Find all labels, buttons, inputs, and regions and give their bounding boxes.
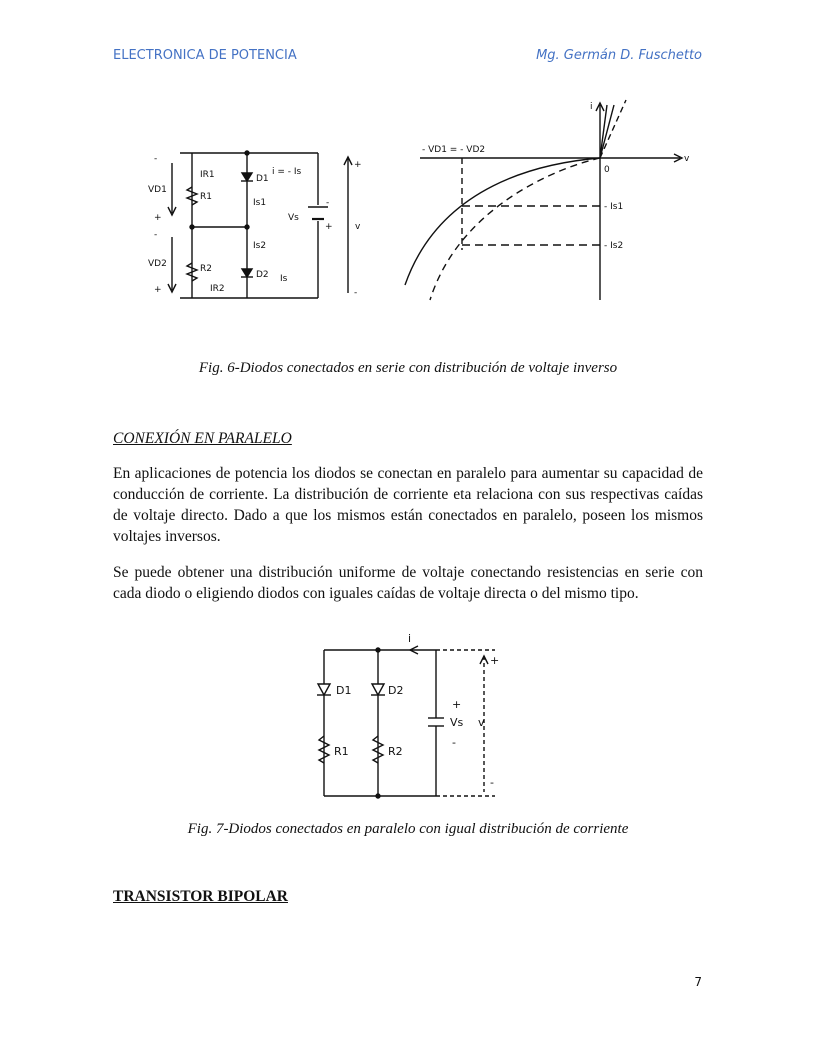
sign-minus: - bbox=[154, 230, 158, 240]
paragraph-parallel-2: Se puede obtener una distribución uniforme de voltaje conectando resistencias en serie con cada diodo o eligiendo diodos con iguales caídas de voltaje directa o del mismo tipo. bbox=[113, 564, 703, 602]
sign-plus: + bbox=[354, 160, 362, 170]
sign-plus: + bbox=[154, 285, 162, 295]
graph-label-vd: - VD1 = - VD2 bbox=[422, 145, 486, 155]
label-i-eq: i = - Is bbox=[272, 167, 302, 177]
label-d2: D2 bbox=[256, 270, 269, 280]
sign-minus: - bbox=[452, 736, 456, 749]
figure-6-series-diodes bbox=[140, 95, 700, 310]
label-is2: Is2 bbox=[253, 241, 267, 251]
header-course-title: ELECTRONICA DE POTENCIA bbox=[113, 48, 297, 63]
label-d1: D1 bbox=[336, 684, 352, 697]
figure-6-caption: Fig. 6-Diodos conectados en serie con distribución de voltaje inverso bbox=[198, 360, 618, 376]
sign-minus: - bbox=[154, 154, 158, 164]
label-i: i bbox=[408, 632, 412, 645]
sign-plus: + bbox=[490, 654, 500, 667]
graph-label-zero: 0 bbox=[604, 165, 610, 175]
label-is: Is bbox=[280, 274, 288, 284]
label-is1: Is1 bbox=[253, 198, 267, 208]
label-r2: R2 bbox=[200, 264, 212, 274]
label-r1: R1 bbox=[334, 745, 349, 758]
label-d2: D2 bbox=[388, 684, 404, 697]
graph-label-v: v bbox=[684, 154, 690, 164]
sign-plus: + bbox=[325, 222, 333, 232]
sign-plus: + bbox=[452, 698, 462, 711]
label-vd1: VD1 bbox=[148, 185, 167, 195]
graph-label-is1: - Is1 bbox=[604, 202, 624, 212]
paragraph-parallel-1: En aplicaciones de potencia los diodos se conectan en paralelo para aumentar su capacidad de conducción de corriente. La distribución de corriente eta relaciona con sus respectivas caídas de voltaje directo. Dado a que los mismos están conectados en paralelo, poseen los mismos voltajes inversos. bbox=[113, 465, 703, 545]
page-number: 7 bbox=[694, 975, 702, 989]
label-v: v bbox=[355, 222, 361, 232]
label-vs: Vs bbox=[450, 716, 464, 729]
graph-label-i: i bbox=[590, 102, 593, 112]
figure-7-caption: Fig. 7-Diodos conectados en paralelo con igual distribución de corriente bbox=[187, 821, 629, 837]
label-r2: R2 bbox=[388, 745, 403, 758]
label-d1: D1 bbox=[256, 174, 269, 184]
label-ir2: IR2 bbox=[210, 284, 225, 294]
section-title-parallel: CONEXIÓN EN PARALELO bbox=[113, 430, 292, 447]
section-title-transistor: TRANSISTOR BIPOLAR bbox=[113, 888, 288, 905]
figure-7-parallel-diodes bbox=[300, 628, 520, 808]
label-ir1: IR1 bbox=[200, 170, 215, 180]
label-vs: Vs bbox=[288, 213, 299, 223]
header-author: Mg. Germán D. Fuschetto bbox=[536, 48, 702, 63]
sign-minus: - bbox=[354, 288, 358, 298]
sign-plus: + bbox=[154, 213, 162, 223]
label-r1: R1 bbox=[200, 192, 212, 202]
sign-minus: - bbox=[326, 198, 330, 208]
label-vd2: VD2 bbox=[148, 259, 167, 269]
label-v: v bbox=[478, 716, 485, 729]
sign-minus: - bbox=[490, 776, 494, 789]
graph-label-is2: - Is2 bbox=[604, 241, 624, 251]
